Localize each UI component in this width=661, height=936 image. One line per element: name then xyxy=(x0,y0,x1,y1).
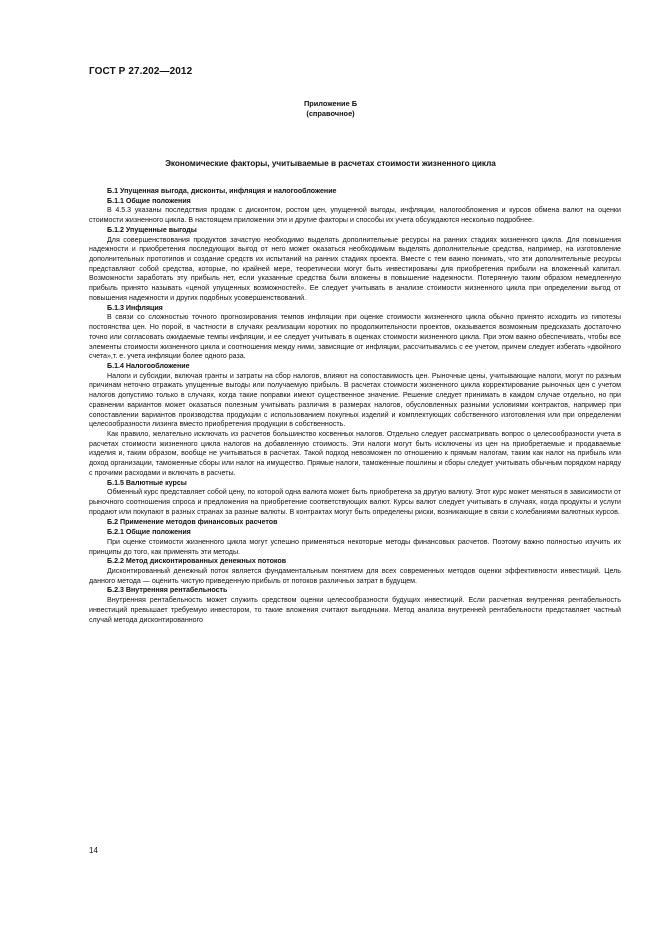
paragraph: В связи со сложностью точного прогнозирования темпов инфляции при оценке стоимости жизненного цикла обычно принято исходить из гипотезы постоянства цен. Но порой, в частности в случаях реализации коротких по продолжительности проектов, оказывается возможным предсказать достаточно точно или согласовать ожидаемые темпы инфляции, и ее следует учитывать в оценках стоимости жизненного цикла. При этом важно обеспечивать, чтобы все элементы стоимости жизненного цикла и соотношения между ними, зависящие от инфляции, рассчитывались с ее учетом, причем следует избегать «двойного счета»,т. е. учета инфляции более одного раза. xyxy=(89,313,621,361)
paragraph: Внутренняя рентабельность может служить средством оценки целесообразности будущих инвестиций. Если расчетная внутренняя рентабельность инвестиций превышает требуемую инвестором, то такие вложения считают выгодными. Метод анализа внутренней рентабельности представляет частный случай метода дисконтированного xyxy=(89,596,621,624)
appendix-title: Экономические факторы, учитываемые в расчетах стоимости жизненного цикла xyxy=(165,159,496,168)
appendix-note: (справочное) xyxy=(306,109,355,118)
subsection-heading: Б.1.2 Упущенные выгоды xyxy=(107,225,197,234)
subsection-heading: Б.1.4 Налогообложение xyxy=(107,361,190,370)
document-body xyxy=(89,186,621,625)
paragraph: Дисконтированный денежный поток является фундаментальным понятием для всех современных методов оценки эффективности инвестиций. Цель данного метода — оценить чистую приведенную прибыль от потоков различных затрат в будущем. xyxy=(89,567,621,585)
paragraph: В 4.5.3 указаны последствия продаж с дисконтом, ростом цен, упущенной выгоды, инфляции, налогообложения и курсов обмена валют на оценки стоимости жизненного цикла. В настоящем приложении эти и другие факторы и способы их учета обсуждаются несколько подробнее. xyxy=(89,206,621,225)
page-number: 14 xyxy=(89,846,98,855)
paragraph: Для совершенствования продуктов зачастую необходимо выделять дополнительные ресурсы на ранних стадиях жизненного цикла. Для повышения надежности и приобретения последующих выгод от него может оказаться необходимым выделять дополнительные средства, например, на изготовление дополнительных прототипов и создание средств их испытаний на ранних стадиях проекта. Вместе с тем важно понимать, что эти дополнительные ресурсы представляют собой средства, которые, по крайней мере, теоретически могут быть инвестированы для приобретения прибыли на вложенный капитал. Возможности заработать эту прибыль нет, если указанные средства были вложены в повышение надежности. Потерянную таким образом немедленную прибыль принято называть «ценой упущенных возможностей». Ее следует учитывать в анализе стоимости жизненного цикла при определении выгод от повышения надежности и других подобных усовершенствований. xyxy=(89,235,621,302)
paragraph: Налоги и субсидии, включая гранты и затраты на сбор налогов, влияют на сопоставимость цен. Рыночные цены, учитывающие налоги, могут по разным причинам неточно отражать упущенные выгоды или получаемую прибыль. В расчетах стоимости жизненного цикла корректирование рыночных цен с учетом налогов допустимо только в случаях, когда такие поправки имеют существенное значение. Решение следует принимать в каждом случае отдельно, но при сравнении вариантов может оказаться полезным учитывать различия в размерах налогов, обусловленных разными условиями контрактов, например при сопоставлении вариантов производства продукции с использованием покупных изделий и комплектующих собственного изготовления или при определении целесообразности лизинга вместо приобретения продукции в собственность. xyxy=(89,371,621,429)
appendix-label: Приложение Б xyxy=(303,99,358,108)
section-heading: Б.1 Упущенная выгода, дисконты, инфляция и налогообложение xyxy=(107,187,337,195)
paragraph: Как правило, желательно исключать из расчетов большинство косвенных налогов. Отдельно следует рассматривать вопрос о целесообразности учета в расчетах стоимости жизненного цикла налогов на добавленную стоимость. Эти налоги могут быть исключены из цен на приобретаемые и продаваемые изделия и, таким образом, вообще не учитываться в расчетах. Такой подход невозможен по отношению к прямым налогам, таким как налог на прибыль или доход организации, таможенные сборы или налог на имущество. Прямые налоги, таможенные пошлины и сборы следует учитывать обычным порядком наряду с прочими расходами и включать в расчеты. xyxy=(89,429,621,477)
standard-number: ГОСТ Р 27.202—2012 xyxy=(89,66,193,77)
subsection-heading: Б.2.2 Метод дисконтированных денежных потоков xyxy=(107,557,287,566)
subsection-heading: Б.2.3 Внутренняя рентабельность xyxy=(107,586,228,595)
paragraph: При оценке стоимости жизненного цикла могут успешно применяться некоторые методы финансовых расчетов. Поэтому важно полностью изучить их принципы до того, как применять эти методы. xyxy=(89,537,621,556)
paragraph: Обменный курс представляет собой цену, по которой одна валюта может быть приобретена за другую валюту. Этот курс может меняться в зависимости от рыночного соотношения спроса и предложения на приобретение соответствующих валют. Курсы валют следует учитывать в случаях, когда продукты и услуги продают или покупают в разных странах за разные валюты. В контрактах могут быть определены риски, возникающие в связи с колебаниями валютных курсов. xyxy=(89,488,621,516)
subsection-heading: Б.2.1 Общие положения xyxy=(107,528,191,537)
subsection-heading: Б.1.5 Валютные курсы xyxy=(107,478,187,487)
section-heading: Б.2 Применение методов финансовых расчетов xyxy=(107,518,278,527)
subsection-heading: Б.1.3 Инфляция xyxy=(107,303,163,312)
subsection-heading: Б.1.1 Общие положения xyxy=(107,196,191,205)
